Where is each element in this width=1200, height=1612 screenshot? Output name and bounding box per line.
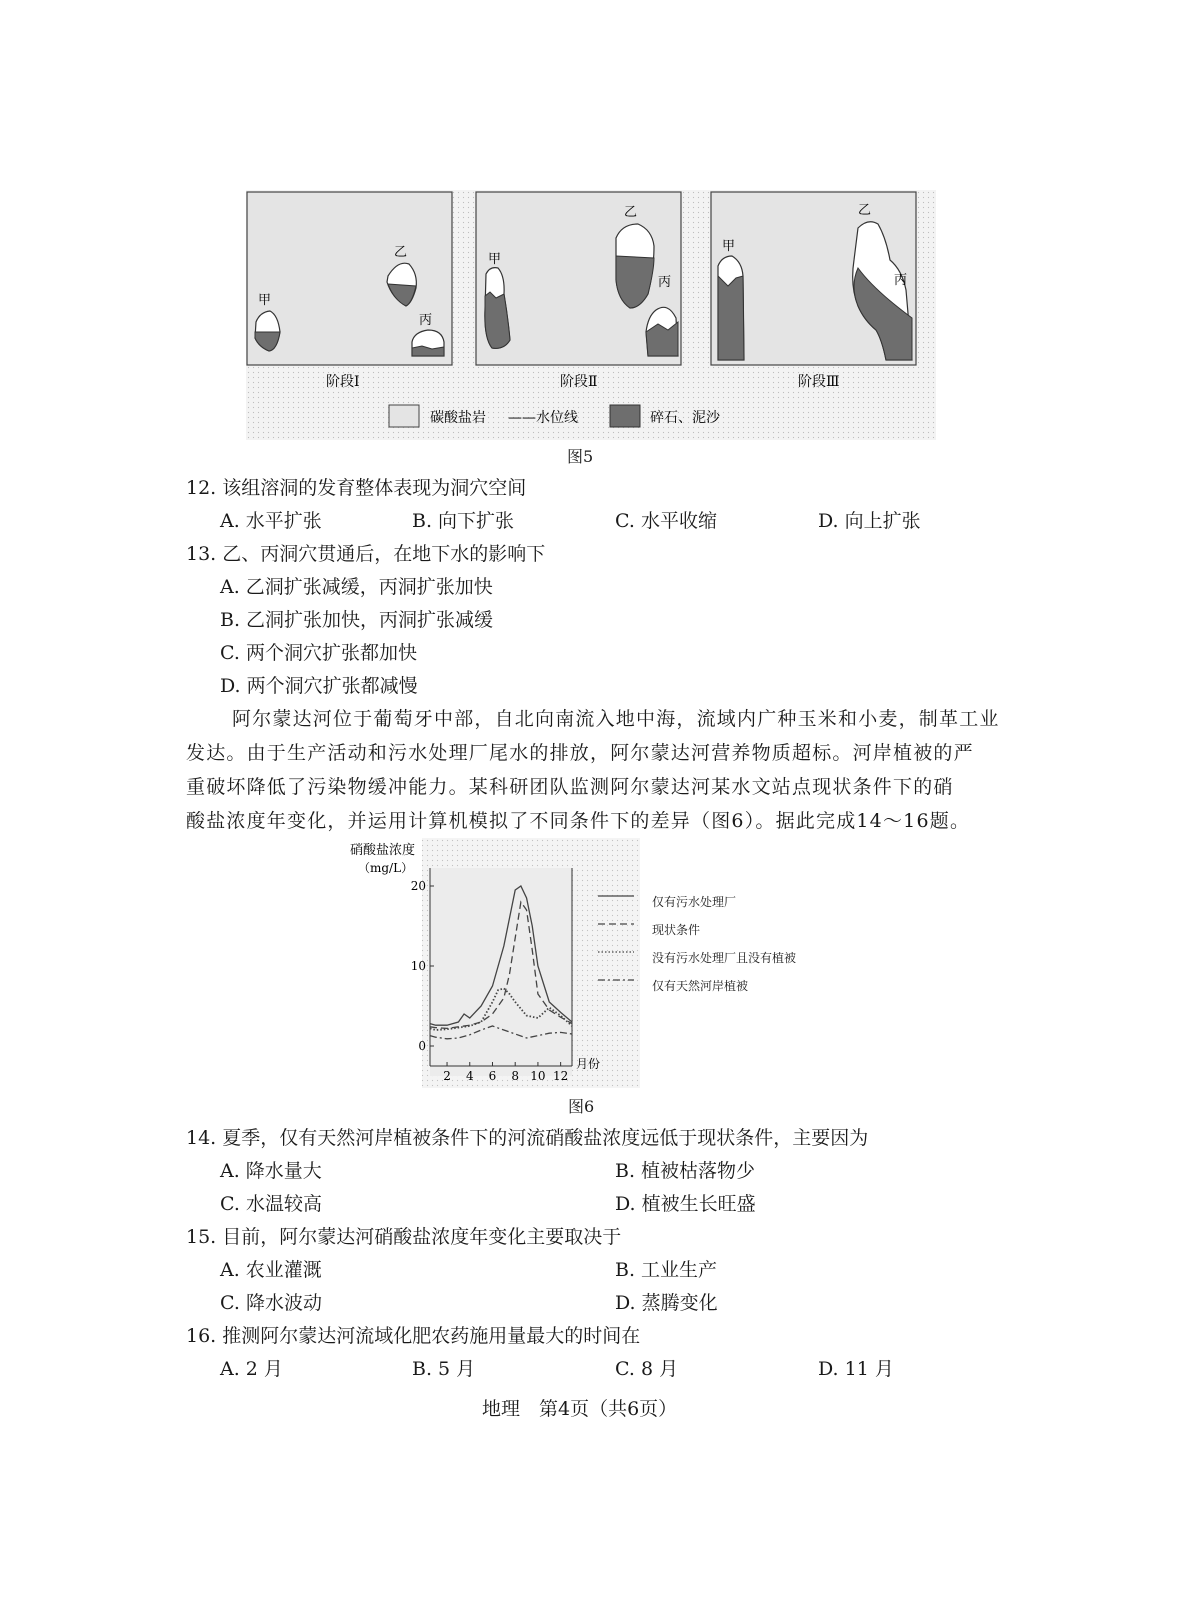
q16-option-c: C. 8 月	[615, 1358, 679, 1380]
stage2-label-bing: 丙	[658, 275, 672, 290]
chart6-legend-label-4: 仅有天然河岸植被	[652, 979, 749, 993]
q13-option-a: A. 乙洞扩张减缓，丙洞扩张加快	[220, 576, 493, 598]
stage2-panel	[476, 192, 681, 365]
q14-option-c: C. 水温较高	[220, 1193, 322, 1215]
chart6-x-tick-label: 6	[488, 1069, 497, 1083]
chart6-x-tick-label: 4	[465, 1069, 474, 1083]
chart6-legend-label-2: 现状条件	[652, 923, 701, 937]
passage-line-4: 酸盐浓度年变化，并运用计算机模拟了不同条件下的差异（图6）。据此完成14～16题。	[186, 810, 971, 832]
stage2-label-yi: 乙	[624, 205, 638, 220]
q15-option-a: A. 农业灌溉	[220, 1259, 322, 1281]
chart6-plot-area	[430, 868, 572, 1076]
q16-option-a: A. 2 月	[220, 1358, 283, 1380]
chart6-x-tick-label: 12	[552, 1069, 569, 1083]
stage1-panel	[247, 192, 452, 365]
q14-option-b: B. 植被枯落物少	[615, 1160, 756, 1182]
page-footer: 地理 第4页（共6页）	[482, 1398, 678, 1420]
q12-stem: 12. 该组溶洞的发育整体表现为洞穴空间	[186, 477, 527, 499]
q14-option-a: A. 降水量大	[220, 1160, 322, 1182]
chart6-legend-label-3: 没有污水处理厂且没有植被	[652, 951, 797, 965]
q14-stem: 14. 夏季，仅有天然河岸植被条件下的河流硝酸盐浓度远低于现状条件，主要因为	[186, 1127, 869, 1149]
stage1-label-jia: 甲	[258, 293, 272, 308]
q15-option-c: C. 降水波动	[220, 1292, 322, 1314]
chart6-x-tick-label: 2	[443, 1069, 451, 1083]
q13-option-d: D. 两个洞穴扩张都减慢	[220, 675, 418, 697]
legend-carbonate-label: 碳酸盐岩	[430, 410, 486, 426]
figure6-caption: 图6	[568, 1097, 595, 1116]
q13-option-b: B. 乙洞扩张加快，丙洞扩张减缓	[220, 609, 494, 631]
chart6-ylabel: 硝酸盐浓度	[350, 843, 416, 858]
chart6-y-tick-label: 20	[410, 879, 426, 893]
q12-option-c: C. 水平收缩	[615, 510, 717, 532]
passage-line-3: 重破坏降低了污染物缓冲能力。某科研团队监测阿尔蒙达河某水文站点现状条件下的硝	[186, 776, 954, 798]
passage-line-2: 发达。由于生产活动和污水处理厂尾水的排放，阿尔蒙达河营养物质超标。河岸植被的严	[186, 742, 974, 764]
q15-stem: 15. 目前，阿尔蒙达河硝酸盐浓度年变化主要取决于	[186, 1226, 622, 1248]
figure5-caption: 图5	[567, 447, 594, 466]
stage3-label-bing: 丙	[894, 273, 908, 288]
chart6-xlabel: 月份	[576, 1057, 601, 1071]
stage3-panel	[711, 192, 916, 365]
chart6-y-tick-label: 10	[410, 959, 426, 973]
legend-water-line-label: ——水位线	[508, 410, 578, 426]
stage1-label: 阶段Ⅰ	[326, 374, 360, 390]
stage2-label: 阶段Ⅱ	[560, 374, 598, 390]
q13-stem: 13. 乙、丙洞穴贯通后，在地下水的影响下	[186, 543, 546, 565]
q16-option-b: B. 5 月	[412, 1358, 476, 1380]
q15-option-d: D. 蒸腾变化	[615, 1292, 718, 1314]
q14-option-d: D. 植被生长旺盛	[615, 1193, 756, 1215]
q13-option-c: C. 两个洞穴扩张都加快	[220, 642, 417, 664]
q15-option-b: B. 工业生产	[615, 1259, 718, 1281]
chart6-x-tick-label: 8	[511, 1069, 520, 1083]
chart6-legend-labels	[652, 888, 796, 1000]
q12-option-d: D. 向上扩张	[818, 510, 921, 532]
stage2-label-jia: 甲	[488, 252, 502, 267]
q12-option-a: A. 水平扩张	[220, 510, 322, 532]
legend-gravel-label: 碎石、泥沙	[650, 410, 720, 426]
q16-stem: 16. 推测阿尔蒙达河流域化肥农药施用量最大的时间在	[186, 1325, 641, 1347]
chart6-legend-label-1: 仅有污水处理厂	[652, 895, 737, 909]
stage3-label-jia: 甲	[722, 239, 736, 254]
q12-option-b: B. 向下扩张	[412, 510, 515, 532]
chart6-x-tick-label: 10	[530, 1069, 546, 1083]
stage1-label-yi: 乙	[394, 245, 408, 260]
figure6-chart	[350, 838, 650, 1090]
stage3-label-yi: 乙	[858, 203, 872, 218]
passage-line-1: 阿尔蒙达河位于葡萄牙中部，自北向南流入地中海，流域内广种玉米和小麦，制革工业	[232, 708, 1000, 730]
stage3-label: 阶段Ⅲ	[798, 374, 840, 390]
q16-option-d: D. 11 月	[818, 1358, 894, 1380]
chart6-yunit: （mg/L）	[358, 861, 414, 875]
stage1-label-bing: 丙	[419, 313, 433, 328]
figure5-diagram	[246, 190, 936, 440]
chart6-y-tick-label: 0	[418, 1039, 426, 1053]
